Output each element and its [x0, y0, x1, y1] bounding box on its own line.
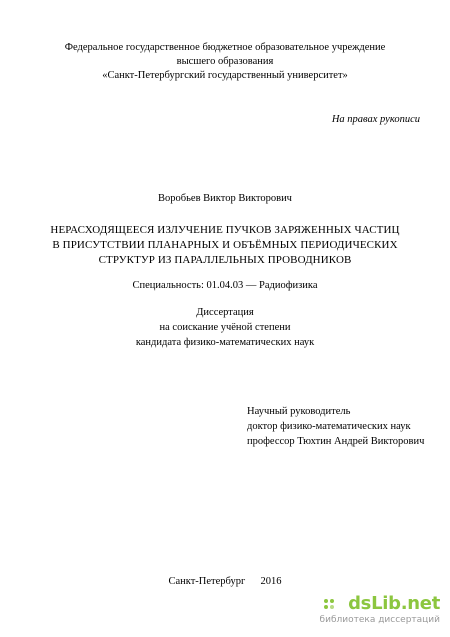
degree-line-2: на соискание учёной степени — [159, 322, 291, 333]
degree-line-1: Диссертация — [196, 307, 254, 318]
dslib-watermark — [320, 593, 440, 629]
manuscript-note: На правах рукописи — [331, 114, 420, 125]
author-name: Воробьев Виктор Викторович — [158, 193, 292, 204]
dslib-logo-text — [348, 593, 440, 614]
footer-city: Санкт-Петербург — [168, 576, 246, 587]
specialty: Специальность: 01.04.03 — Радиофизика — [132, 280, 318, 291]
thesis-title-line-1: НЕРАСХОДЯЩЕЕСЯ ИЗЛУЧЕНИЕ ПУЧКОВ ЗАРЯЖЕННЫХ ЧАСТИЦ — [50, 224, 400, 236]
footer-year: 2016 — [260, 576, 282, 587]
thesis-title-line-3: СТРУКТУР ИЗ ПАРАЛЛЕЛЬНЫХ ПРОВОДНИКОВ — [98, 254, 352, 266]
institution-line-1: Федеральное государственное бюджетное образовательное учреждение — [64, 42, 386, 53]
dslib-logo-main: dsLib — [348, 593, 401, 614]
dslib-logo-dot: . — [400, 593, 408, 614]
supervisor-line-2: доктор физико-математических наук — [247, 421, 411, 432]
supervisor-line-3: профессор Тюхтин Андрей Викторович — [247, 436, 425, 447]
dslib-subtitle: библиотека диссертаций — [319, 615, 440, 625]
footer-city-year — [0, 575, 450, 589]
degree-line-3: кандидата физико-математических наук — [135, 337, 315, 348]
dslib-logo-tld: net — [407, 593, 440, 614]
thesis-title-line-2: В ПРИСУТСТВИИ ПЛАНАРНЫХ И ОБЪЁМНЫХ ПЕРИОДИЧЕСКИХ — [52, 239, 398, 251]
institution-line-3: «Санкт-Петербургский государственный университет» — [102, 70, 348, 81]
supervisor-line-1: Научный руководитель — [247, 406, 351, 417]
dslib-logo-icon — [323, 598, 337, 612]
institution-line-2: высшего образования — [176, 56, 274, 67]
